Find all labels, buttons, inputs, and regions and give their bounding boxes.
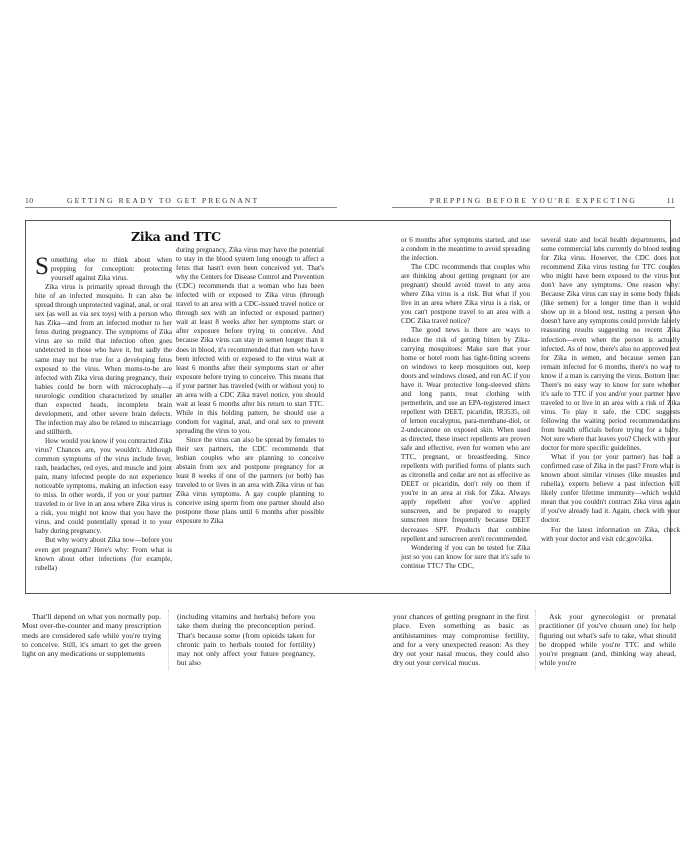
drop-cap: S [35,253,49,280]
page-number-right: 11 [666,196,675,205]
running-head-title-right: PREPPING BEFORE YOU'RE EXPECTING [429,196,637,205]
running-head-title-left: GETTING READY TO GET PREGNANT [67,196,260,205]
sidebar-column-1 [35,253,173,573]
body-column-4 [539,612,676,668]
body-paragraph: your chances of getting pregnant in the first place. Even something as basic as antihistamines may compromise fertility, and for a very unexpected reason: As they dry out your nasal mucus, they could also dry out your cervical mucus. [393,612,529,668]
sidebar-column-3 [401,236,530,571]
sidebar-paragraph: several state and local health departments, and some commercial labs currently do blood testing for Zika virus. However, the CDC does not recommend Zika virus testing for TTC couples who might have been exposed to the virus but don't have any symptoms. One reason why: Because Zika virus can stay in some body fluids (like semen) for a longer time than it would show up in a blood test, testing a person who doesn't have any symptoms could provide falsely reassuring results suggesting no recent Zika infection—even when the person is actually infected. As of now, there's also no approved test for Zika in semen, and because semen can remain infected for 6 months, there's no way to know if a man is carrying the virus. Bottom line: There's no easy way to know for sure whether it's safe to TTC if you and/or your partner have traveled to or live in an area with a risk of Zika virus. To play it safe, the CDC suggests following the waiting period recommendations from health officials before trying for a baby. Not sure where that leaves you? Check with your doctor for more specific guidelines. [541,236,680,453]
sidebar-intro-text: omething else to think about when prepping for conception: protecting yourself against Zika virus. [50,256,172,283]
sidebar-paragraph: during pregnancy, Zika virus may have the potential to stay in the blood system long enough to affect a fetus that hasn't even been conceived yet. That's why the Centers for Disease Control and Prevention (CDC) recommends that a woman who has been infected with or exposed to Zika virus (through travel to an area with a CDC-issued travel notice or through sex with an infected or exposed partner) wait at least 8 weeks after her symptoms start or after exposure before trying to conceive. And because Zika virus can stay in semen longer than it does in blood, it's recommended that men who have been infected with or exposed to the virus wait at least 6 months after their symptoms start or after exposure before trying to conceive. This means that if your partner has traveled (with or without you) to an area with a CDC Zika travel notice, you should wait at least 6 months after his return to start TTC. While in this holding pattern, he should use a condom for vaginal, anal, and oral sex to prevent spreading the virus to you. [176,246,324,435]
column-rule [168,610,169,670]
sidebar-paragraph: What if you (or your partner) has had a confirmed case of Zika in the past? From what is known about similar viruses (like measles and rubella), experts believe a past infection will likely confer lifetime immunity—which would mean that you couldn't contract Zika virus again if you've already had it. Again, check with your doctor. [541,453,680,525]
sidebar-paragraph: The good news is there are ways to reduce the risk of getting bitten by Zika-carrying mosquitoes: Make sure that your home or hotel room has tight-fitting screens on windows to keep mosquitoes out, keep doors and windows closed, and run AC if you have it. Wear protective long-sleeved shirts and long pants, treat clothing with permethrin, and use an EPA-registered insect repellent with DEET, picaridin, IR3535, oil of lemon eucalyptus, para-menthane-diol, or 2-undecanone on exposed skin. When used as directed, these insect repellents are proven safe and effective, even for women who are TTC, pregnant, or breastfeeding. Since repellents with purified forms of plants such as citronella and cedar are not as effective as DEET or picaridin, don't rely on them if you're in an area at risk for Zika. Always apply repellent after you've applied sunscreen, and be prepared to reapply sunscreen more frequently because DEET decreases SPF. Products that combine repellent and sunscreen aren't recommended. [401,326,530,543]
body-paragraph: That'll depend on what you normally pop. Most over-the-counter and many prescription meds are considered safe while you're trying to conceive. Still, it's smart to get the green light on any medications or supplements [22,612,161,659]
sidebar-paragraph: Zika virus is primarily spread through the bite of an infected mosquito. It can also be spread through unprotected vaginal, anal, or oral sex (as well as via sex toys) with a person who has Zika—and from an infected mother to her fetus during pregnancy. The symptoms of Zika virus are so mild that infection often goes undetected in those who have it, but sadly the same may not be true for a developing fetus exposed to the virus. When moms-to-be are infected with Zika virus during pregnancy, their babies could be born with microcephaly—a neurologic condition characterized by smaller than expected heads, incomplete brain development, and other severe brain defects. The infection may also be related to miscarriage and stillbirth. [35,283,172,436]
sidebar-column-2 [176,246,324,526]
body-column-2 [177,612,315,668]
sidebar-title: Zika and TTC [131,229,221,244]
sidebar-paragraph: Since the virus can also be spread by females to their sex partners, the CDC recommends that lesbian couples who are planning to conceive abstain from sex and postpone pregnancy for at least 8 weeks if one of the partners (or both) has traveled to or lives in an area with Zika virus or has Zika virus symptoms. A gay couple planning to conceive using sperm from one partner should also postpone those plans until 6 months after possible exposure to Zika [176,435,324,526]
body-column-3 [393,612,529,668]
running-head-left [25,196,337,208]
running-head-right [392,196,675,208]
sidebar-column-4 [541,236,680,544]
sidebar-paragraph: Wondering if you can be tested for Zika just so you can know for sure that it's safe to continue TTC? The CDC, [401,543,530,570]
sidebar-paragraph: For the latest information on Zika, check with your doctor and visit cdc.gov/zika. [541,525,680,543]
column-rule [535,610,536,670]
sidebar-paragraph [35,253,172,283]
body-paragraph: Ask your gynecologist or prenatal practitioner (if you've chosen one) for help figuring out what's safe to take, what should be dropped while you're TTC and while you're pregnant (and, thinking way ahead, while you're [539,612,676,668]
sidebar-paragraph: The CDC recommends that couples who are thinking about getting pregnant (or are pregnant) should avoid travel to any area where Zika virus is a risk. But what if you live in an area where Zika virus is a risk, or you can't postpone travel to an area with a CDC Zika travel notice? [401,263,530,326]
sidebar-paragraph: or 6 months after symptoms started, and use a condom in the meantime to avoid spreading the infection. [401,236,530,263]
body-paragraph: (including vitamins and herbals) before you take them during the preconception period. That's because some (from opioids taken for chronic pain to herbals touted for fertility) may not only affect your future pregnancy, but also [177,612,315,668]
sidebar-paragraph: How would you know if you contracted Zika virus? Chances are, you wouldn't. Although common symptoms of the virus include fever, rash, headaches, red eyes, and muscle and joint pain, many infected people do not experience noticeable symptoms, making an infection easy to miss. In other words, if you or your partner traveled to or live in an area where Zika virus is a risk, you might not know that you have the virus, and could potentially spread it to your baby during pregnancy. [35,436,173,536]
page-number-left: 10 [25,196,34,205]
sidebar-paragraph: But why worry about Zika now—before you even get pregnant? Here's why: From what is known about other infections (for example, rubella) [35,536,172,572]
body-column-1 [22,612,161,658]
